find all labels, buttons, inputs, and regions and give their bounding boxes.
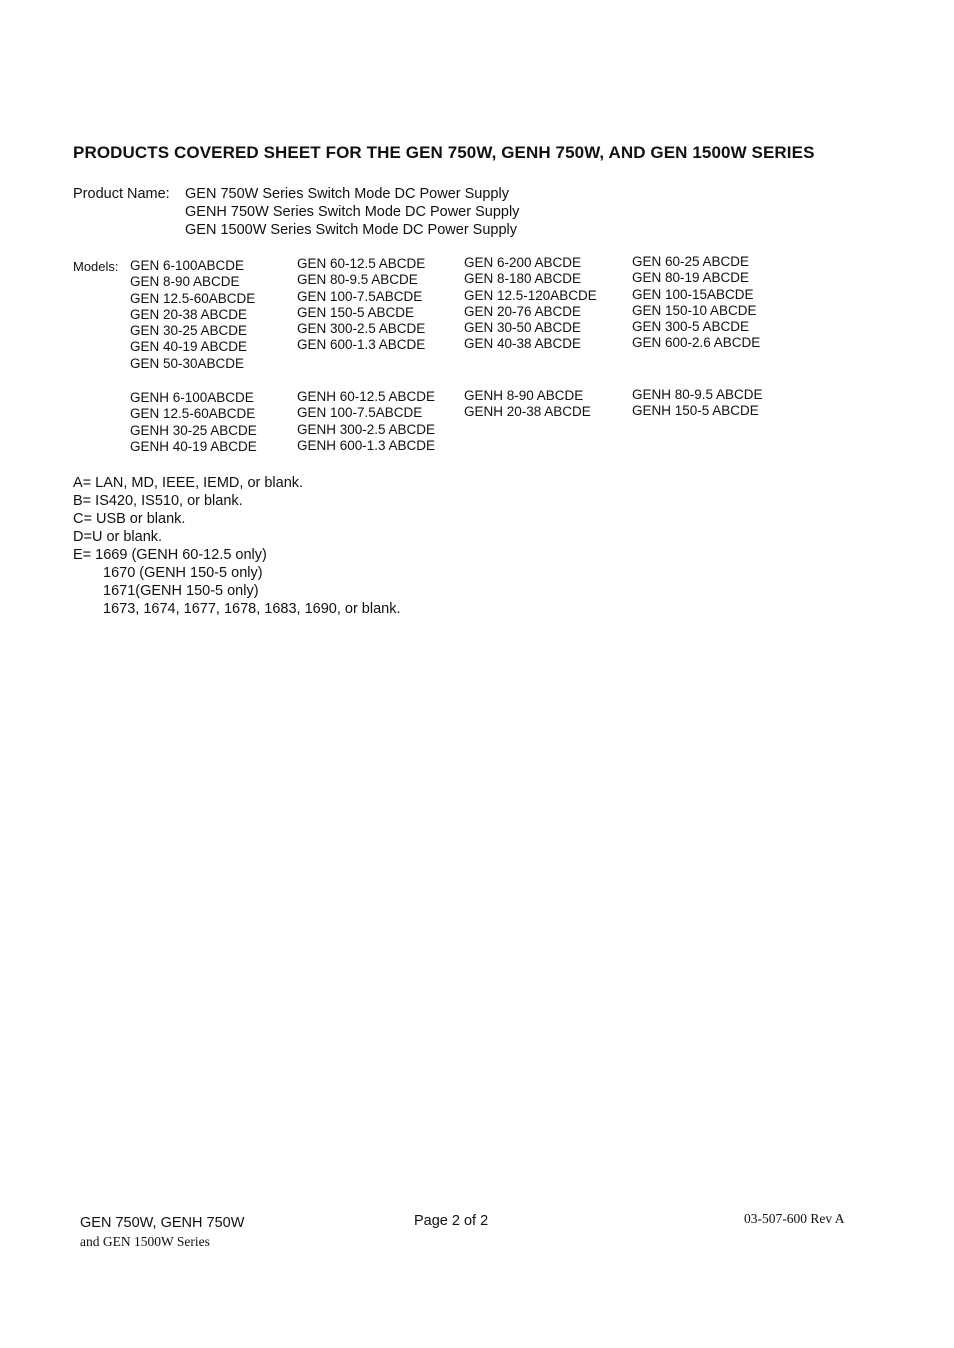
option-code-e-continued: 1670 (GENH 150-5 only) <box>103 565 263 581</box>
footer-series <box>80 1214 244 1251</box>
model-item: GEN 150-5 ABCDE <box>297 304 415 320</box>
models-label: Models: <box>73 259 119 274</box>
footer-series-line2: and GEN 1500W Series <box>80 1234 210 1249</box>
model-item: GENH 8-90 ABCDE <box>464 388 584 403</box>
model-item: GEN 40-19 ABCDE <box>130 339 248 355</box>
model-item: GEN 12.5-60ABCDE <box>130 290 256 306</box>
model-item: GEN 100-7.5ABCDE <box>297 288 423 304</box>
model-item: GEN 30-50 ABCDE <box>464 320 582 336</box>
models-group1-col4 <box>632 254 760 352</box>
model-item: GENH 40-19 ABCDE <box>130 438 257 454</box>
model-item: GEN 50-30ABCDE <box>130 355 245 371</box>
option-code-b: B= IS420, IS510, or blank. <box>73 493 243 509</box>
option-code-e-continued: 1673, 1674, 1677, 1678, 1683, 1690, or blank. <box>103 601 401 617</box>
model-item: GEN 60-25 ABCDE <box>632 254 750 269</box>
option-code-e: E= 1669 (GENH 60-12.5 only) <box>73 547 267 563</box>
product-name-item: GEN 750W Series Switch Mode DC Power Supply <box>185 186 509 202</box>
models-group2-col1 <box>130 390 257 455</box>
model-item: GEN 60-12.5 ABCDE <box>297 256 426 271</box>
option-code-e-continued: 1671(GENH 150-5 only) <box>103 583 259 599</box>
model-item: GEN 8-180 ABCDE <box>464 271 582 287</box>
option-codes <box>73 474 401 618</box>
models-group1-col3 <box>464 255 597 353</box>
model-item: GEN 40-38 ABCDE <box>464 336 582 352</box>
models-group2-col3 <box>464 388 591 421</box>
model-item: GENH 6-100ABCDE <box>130 390 254 405</box>
models-group2-col4 <box>632 387 763 420</box>
product-name-list <box>185 185 519 239</box>
document-title: PRODUCTS COVERED SHEET FOR THE GEN 750W, GENH 750W, AND GEN 1500W SERIES <box>73 143 815 162</box>
footer-document-number: 03-507-600 Rev A <box>744 1211 845 1226</box>
model-item: GENH 600-1.3 ABCDE <box>297 437 436 453</box>
model-item: GEN 300-2.5 ABCDE <box>297 321 426 337</box>
option-code-a: A= LAN, MD, IEEE, IEMD, or blank. <box>73 475 304 491</box>
model-item: GEN 100-7.5ABCDE <box>297 405 423 421</box>
models-group2-col2 <box>297 389 435 454</box>
model-item: GEN 12.5-60ABCDE <box>130 406 256 422</box>
model-item: GEN 20-38 ABCDE <box>130 306 248 322</box>
model-item: GEN 80-19 ABCDE <box>632 270 750 286</box>
model-item: GEN 80-9.5 ABCDE <box>297 272 418 288</box>
option-code-d: D=U or blank. <box>73 529 163 545</box>
model-item: GEN 6-200 ABCDE <box>464 255 582 270</box>
footer-page-number: Page 2 of 2 <box>414 1213 489 1229</box>
model-item: GENH 300-2.5 ABCDE <box>297 421 436 437</box>
model-item: GEN 12.5-120ABCDE <box>464 287 597 303</box>
model-item: GEN 600-1.3 ABCDE <box>297 337 426 353</box>
model-item: GEN 150-10 ABCDE <box>632 302 757 318</box>
product-name-item: GEN 1500W Series Switch Mode DC Power Supply <box>185 222 518 238</box>
model-item: GEN 30-25 ABCDE <box>130 323 248 339</box>
models-group1-col1 <box>130 258 255 372</box>
model-item: GENH 20-38 ABCDE <box>464 404 591 420</box>
model-item: GENH 80-9.5 ABCDE <box>632 387 763 402</box>
product-name-item: GENH 750W Series Switch Mode DC Power Supply <box>185 204 520 220</box>
model-item: GENH 60-12.5 ABCDE <box>297 389 436 404</box>
footer-series-line1: GEN 750W, GENH 750W <box>80 1215 245 1231</box>
model-item: GEN 20-76 ABCDE <box>464 303 582 319</box>
model-item: GENH 150-5 ABCDE <box>632 403 759 419</box>
product-name-label: Product Name: <box>73 186 170 202</box>
model-item: GENH 30-25 ABCDE <box>130 422 257 438</box>
model-item: GEN 100-15ABCDE <box>632 286 754 302</box>
option-code-c: C= USB or blank. <box>73 511 186 527</box>
models-group1-col2 <box>297 256 425 354</box>
model-item: GEN 8-90 ABCDE <box>130 274 240 290</box>
model-item: GEN 300-5 ABCDE <box>632 319 750 335</box>
model-item: GEN 6-100ABCDE <box>130 258 245 273</box>
model-item: GEN 600-2.6 ABCDE <box>632 335 761 351</box>
